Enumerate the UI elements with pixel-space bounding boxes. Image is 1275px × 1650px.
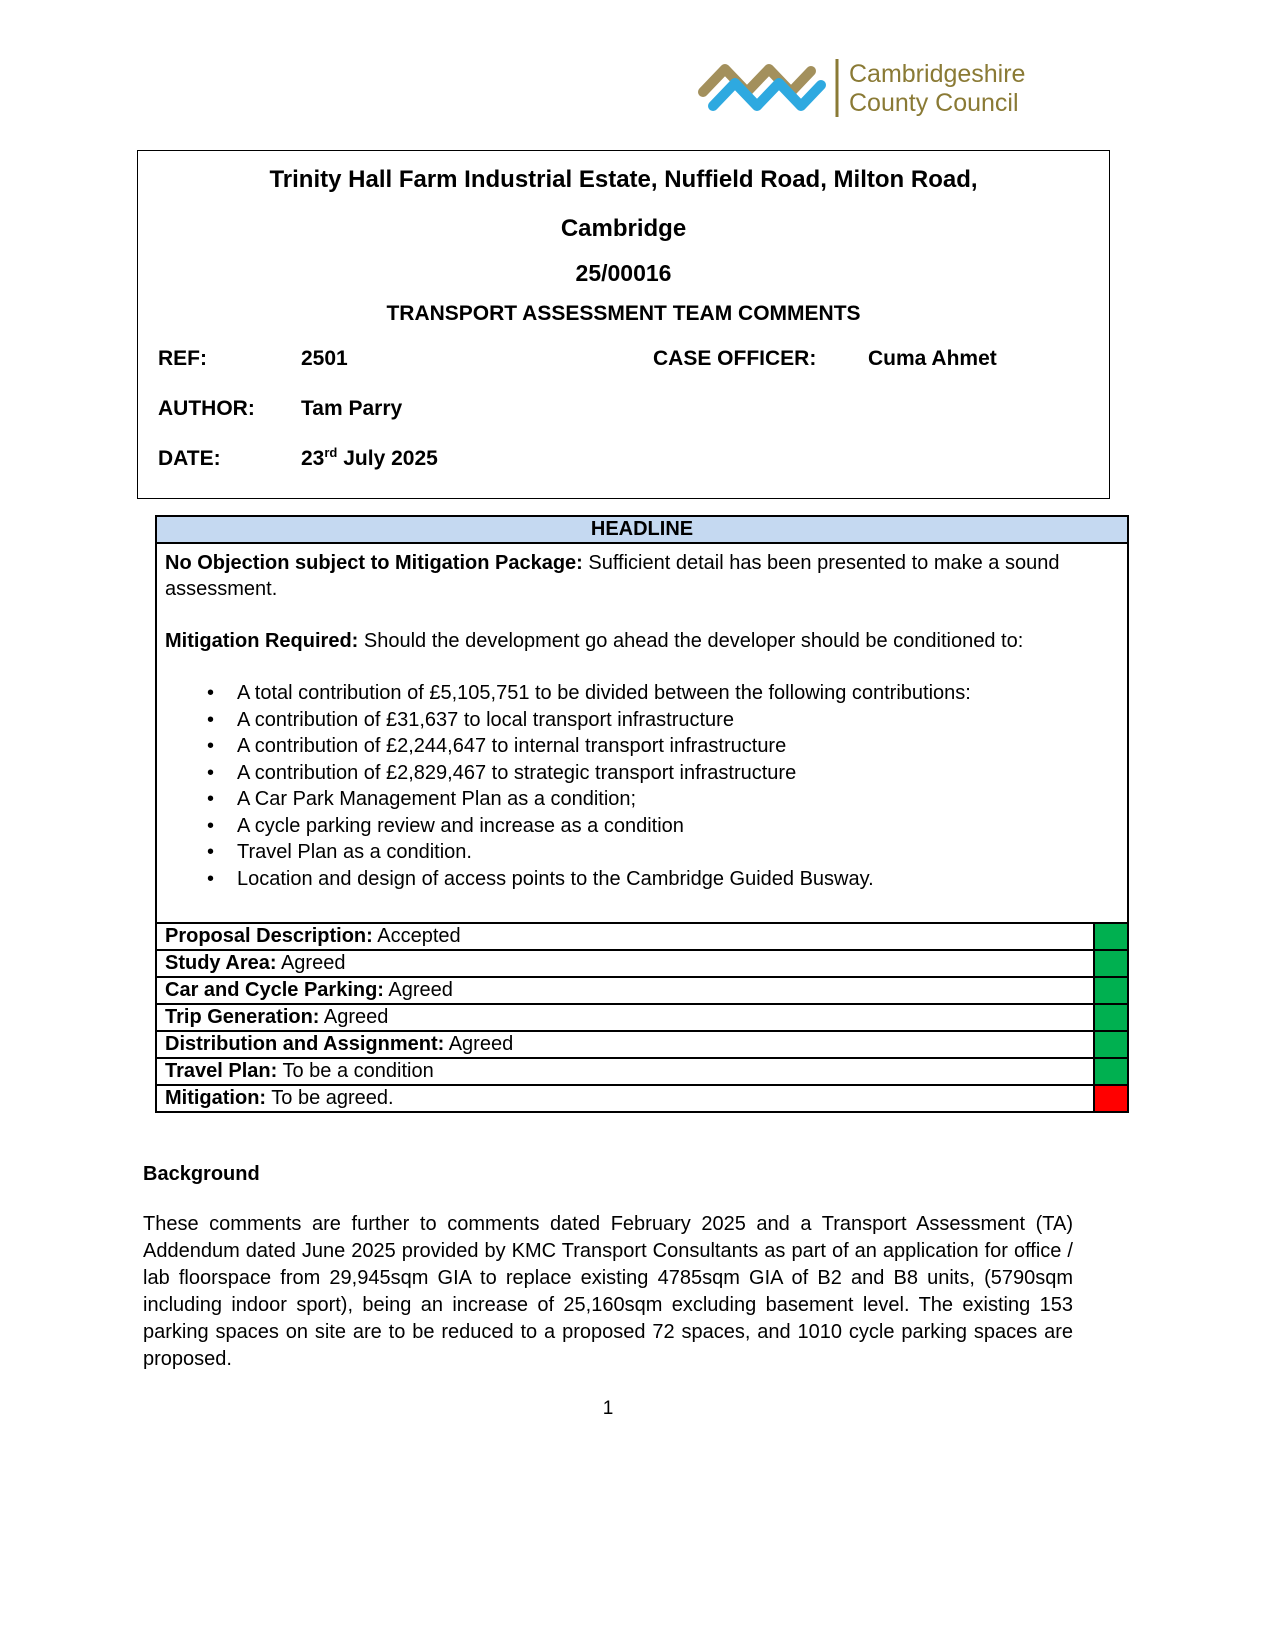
bullet-item: • A contribution of £2,829,467 to strategic transport infrastructure [205,760,1117,787]
date-label: DATE: [158,447,221,470]
case-officer-label: CASE OFFICER: [653,347,817,370]
status-value: Agreed [444,1033,514,1055]
page-number: 1 [602,1398,614,1419]
status-value: Accepted [372,925,461,947]
status-row-study-area [156,950,1128,977]
status-label: Distribution and Assignment: [165,1033,445,1055]
status-indicator [1094,923,1128,950]
document-title-line2: Cambridge [560,215,687,242]
bullet-item: • Travel Plan as a condition. [205,839,1117,866]
status-label: Proposal Description: [165,925,373,947]
status-indicator [1094,1004,1128,1031]
headline-header: HEADLINE [156,516,1128,543]
author-label: AUTHOR: [158,397,255,420]
headline-content [156,543,1128,923]
status-value: To be a condition [277,1060,434,1082]
bullet-item: • A Car Park Management Plan as a condition; [205,786,1117,813]
mitigation-bullet-list [165,680,1117,892]
mitigation-required-text: Should the development go ahead the developer should be conditioned to: [358,630,1024,652]
no-objection-paragraph [165,550,1117,602]
header-box [137,150,1110,499]
bullet-item: • Location and design of access points to the Cambridge Guided Busway. [205,866,1117,893]
status-label: Car and Cycle Parking: [165,979,384,1001]
author-row [158,395,1089,422]
status-row-trip-generation [156,1004,1128,1031]
status-label: Study Area: [165,952,277,974]
status-label: Trip Generation: [165,1006,320,1028]
bullet-item: • A contribution of £2,244,647 to internal transport infrastructure [205,733,1117,760]
background-section [143,1161,1073,1373]
mitigation-required-label: Mitigation Required: [165,630,359,652]
mitigation-paragraph [165,628,1117,654]
status-indicator [1094,950,1128,977]
application-ref-number: 25/00016 [575,260,672,286]
document-title-line1: Trinity Hall Farm Industrial Estate, Nuffield Road, Milton Road, [269,166,978,193]
logo-wave-blue-icon [713,83,821,106]
status-row-car-cycle-parking [156,977,1128,1004]
logo-wave-gold-icon [703,69,811,92]
bullet-item: • A cycle parking review and increase as a condition [205,813,1117,840]
ref-case-officer-row [158,345,1089,372]
status-row-proposal-description [156,923,1128,950]
status-indicator [1094,977,1128,1004]
status-label: Travel Plan: [165,1060,278,1082]
council-logo-icon [697,56,1069,120]
page-footer [143,1398,1073,1420]
logo-text-line1: Cambridgeshire [849,60,1026,88]
bullet-item: • A total contribution of £5,105,751 to be divided between the following contributions: [205,680,1117,707]
status-row-travel-plan [156,1058,1128,1085]
date-ordinal: rd [324,445,338,460]
status-value: Agreed [383,979,453,1001]
status-value: Agreed [276,952,346,974]
status-label: Mitigation: [165,1087,267,1109]
background-heading: Background [143,1163,260,1185]
status-indicator [1094,1085,1128,1112]
document-subtitle: TRANSPORT ASSESSMENT TEAM COMMENTS [386,302,861,325]
status-row-distribution-assignment [156,1031,1128,1058]
status-row-mitigation [156,1085,1128,1112]
background-paragraph: These comments are further to comments dated February 2025 and a Transport Assessment (TA) Addendum dated June 2025 provided by KMC Transport Consultants as part of an application for office / lab floorspace from 29,945sqm GIA to replace existing 4785sqm GIA of B2 and B8 units, (5790sqm including indoor sport), being an increase of 25,160sqm excluding basement level. The existing 153 parking spaces on site are to be reduced to a proposed 72 spaces, and 1010 cycle parking spaces are proposed. [143,1213,1073,1370]
date-row [158,445,1089,472]
ref-value: 2501 [301,347,348,370]
status-indicator [1094,1031,1128,1058]
headline-table [155,515,1129,1113]
status-indicator [1094,1058,1128,1085]
ref-label: REF: [158,347,207,370]
logo-area [0,0,1275,120]
date-value: 23rd July 2025 [301,445,438,470]
headline-content-row [156,543,1128,923]
no-objection-text: Sufficient detail has been presented to make a sound assessment. [165,552,1060,600]
status-value: Agreed [319,1006,389,1028]
bullet-item: • A contribution of £31,637 to local transport infrastructure [205,707,1117,734]
no-objection-label: No Objection subject to Mitigation Package: [165,552,583,574]
author-value: Tam Parry [301,397,403,420]
headline-header-row [156,516,1128,543]
logo-text-line2: County Council [849,89,1019,117]
case-officer-value: Cuma Ahmet [868,347,997,370]
status-value: To be agreed. [266,1087,394,1109]
